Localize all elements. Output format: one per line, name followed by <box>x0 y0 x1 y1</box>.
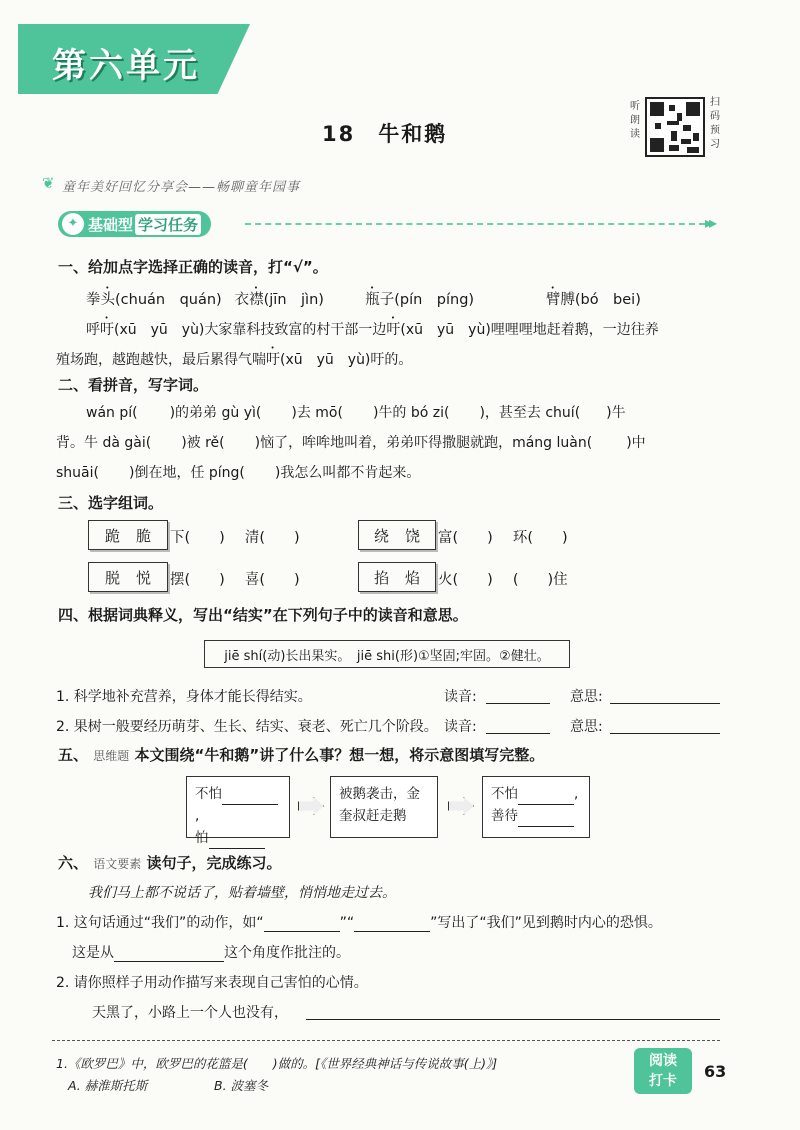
task-divider <box>245 223 705 225</box>
q1-line3: 殖场跑，越跑越快，最后累得气喘吁(xū yū yù)吁的。 <box>56 352 413 368</box>
leaf-icon: ❦ <box>42 174 55 192</box>
action-blank[interactable] <box>354 918 430 932</box>
writing-blank[interactable] <box>306 1004 720 1020</box>
q4-meaning-label: 意思: <box>570 719 603 735</box>
q6-quote: 我们马上都不说话了，贴着墙壁，悄悄地走过去。 <box>88 885 396 901</box>
q1-line2: 呼吁(xū yū yù)大家靠科技致富的村干部一边吁(xū yū yù)哩哩哩地赶着鹅，一边往养 <box>86 322 659 338</box>
q2-line1: wán pí( )的弟弟 gù yì( )去 mō( )牛的 bó zi( )，甚至去 chuí( )牛 <box>86 405 626 421</box>
double-arrow-icon: ▸▸ <box>705 213 714 232</box>
q3-heading: 三、选字组词。 <box>58 494 164 512</box>
q3-words: 下( ) 清( ) <box>170 530 300 546</box>
footer-option-a: A. 赫淮斯托斯 <box>68 1078 148 1093</box>
flow-box-before: 不怕, 怕 <box>186 776 290 838</box>
q4-reading-label: 读音: <box>444 689 477 705</box>
q4-meaning-label: 意思: <box>570 689 603 705</box>
flow-arrow-icon <box>298 797 324 815</box>
q6-item1-cont: 这是从 这个角度作批注的。 <box>72 945 350 961</box>
action-blank[interactable] <box>264 918 340 932</box>
lesson-title: 18 牛和鹅 <box>322 122 448 146</box>
q6-number: 六、 <box>58 854 89 872</box>
q3-words: 富( ) 环( ) <box>438 530 568 546</box>
q4-sentence: 2. 果树一般要经历萌芽、生长、结实、衰老、死亡几个阶段。 <box>56 719 438 735</box>
footer-divider <box>52 1040 720 1041</box>
flow-box-after: 不怕 , 善待 <box>482 776 590 838</box>
q1-line1 <box>86 284 641 309</box>
char-choice-box: 掐 焰 <box>358 562 436 592</box>
meaning-answer-blank[interactable] <box>610 686 720 704</box>
q4-reading-label: 读音: <box>444 719 477 735</box>
q2-line2: 背。牛 dà gài( )被 rě( )恼了，哞哞地叫着，弟弟吓得撒腿就跑，máng luàn( )中 <box>56 435 646 451</box>
flow-blank[interactable] <box>209 835 265 849</box>
char-choice-box: 绕 饶 <box>358 520 436 550</box>
reading-answer-blank[interactable] <box>486 686 550 704</box>
q6-tag: 语文要素 <box>93 857 142 871</box>
q6-heading-row <box>58 852 282 873</box>
dictionary-box: jiē shí(动)长出果实。 jiē shi(形)①坚固;牢固。②健壮。 <box>204 640 570 668</box>
task-header <box>58 210 211 238</box>
reading-answer-blank[interactable] <box>486 716 550 734</box>
q5-heading: 本文围绕“牛和鹅”讲了什么事？想一想，将示意图填写完整。 <box>134 746 545 764</box>
q1-item: 瓶子(pín píng) <box>365 292 475 308</box>
q3-words: 火( ) ( )住 <box>438 572 568 588</box>
q1-item: 臂膊(bó bei) <box>545 292 641 308</box>
flow-box-middle: 被鹅袭击，金 奎叔赶走鹅 <box>330 776 438 838</box>
task-highlight: 学习任务 <box>135 214 201 235</box>
flow-blank[interactable] <box>518 813 574 827</box>
qr-listen-label: 听朗读 <box>630 101 640 140</box>
q6-item2-start: 天黑了，小路上一个人也没有， <box>92 1005 288 1021</box>
task-pill <box>58 211 211 237</box>
q4-sentence: 1. 科学地补充营养，身体才能长得结实。 <box>56 689 312 705</box>
lightbulb-icon: ✦ <box>62 213 84 235</box>
q6-heading: 读句子，完成练习。 <box>146 854 282 872</box>
q5-number: 五、 <box>58 746 89 764</box>
qr-preview-label: 扫码预习 <box>710 97 720 150</box>
page-number: 63 <box>704 1062 727 1081</box>
q6-item2: 2. 请你照样子用动作描写来表现自己害怕的心情。 <box>56 975 368 991</box>
angle-blank[interactable] <box>114 948 224 962</box>
flow-arrow-icon <box>448 797 474 815</box>
q5-heading-row <box>58 744 544 765</box>
char-choice-box: 脱 悦 <box>88 562 168 592</box>
q4-heading: 四、根据词典释义，写出“结实”在下列句子中的读音和意思。 <box>58 606 468 624</box>
q1-item: 衣襟(jīn jìn) <box>234 292 324 308</box>
q2-heading: 二、看拼音，写字词。 <box>58 376 209 394</box>
q6-item1: 1. 这句话通过“我们”的动作，如“ ”“ ”写出了“我们”见到鹅时内心的恐惧。 <box>56 915 662 931</box>
reading-checkin-badge[interactable]: 阅读 打卡 <box>634 1048 692 1094</box>
q2-line3: shuāi( )倒在地，任 píng( )我怎么叫都不肯起来。 <box>56 465 421 481</box>
flow-blank[interactable] <box>518 791 574 805</box>
footer-option-b: B. 波塞冬 <box>214 1078 269 1093</box>
flow-blank[interactable] <box>222 791 278 805</box>
unit-title: 第六单元 <box>52 46 200 86</box>
footer-question: 1.《欧罗巴》中，欧罗巴的花篮是( )做的。[《世界经典神话与传说故事(上)》] <box>56 1056 498 1071</box>
char-choice-box: 跪 脆 <box>88 520 168 550</box>
task-prefix: 基础型 <box>88 215 134 234</box>
q1-item: 拳头(chuán quán) <box>86 292 222 308</box>
q3-words: 摆( ) 喜( ) <box>170 572 300 588</box>
meaning-answer-blank[interactable] <box>610 716 720 734</box>
qr-code-icon[interactable] <box>645 97 705 157</box>
q5-tag: 思维题 <box>93 749 130 763</box>
theme-line: 童年美好回忆分享会——畅聊童年园事 <box>62 180 301 195</box>
q1-heading: 一、给加点字选择正确的读音，打“√”。 <box>58 258 328 276</box>
